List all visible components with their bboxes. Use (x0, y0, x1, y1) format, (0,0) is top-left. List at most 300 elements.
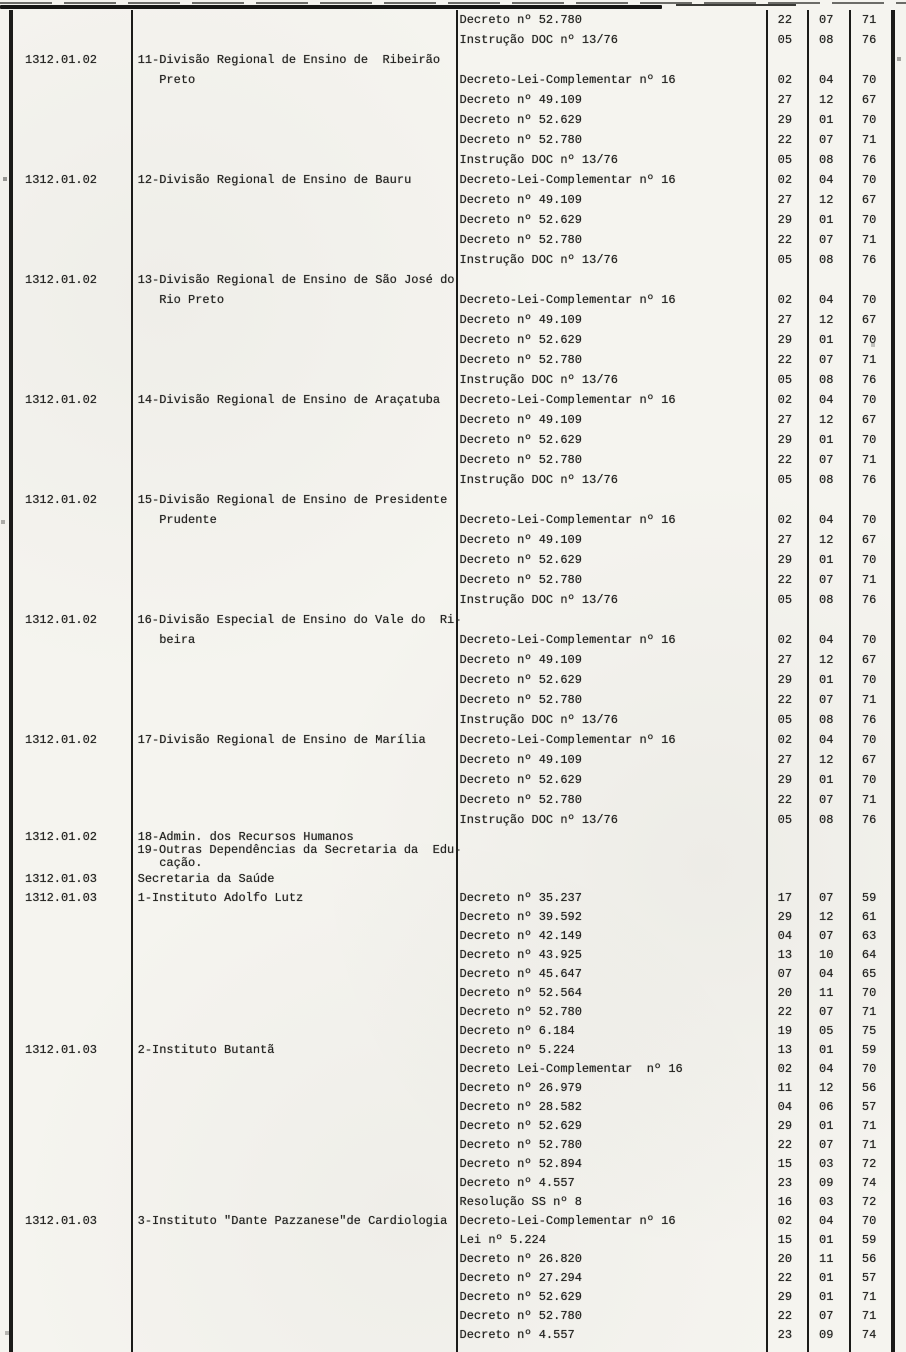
table-row (13, 370, 891, 390)
table-row (13, 670, 891, 690)
document-cell: Decreto Lei-Complementar nº 16 (459, 1061, 683, 1076)
table-row (13, 1230, 891, 1249)
document-cell: Instrução DOC nº 13/76 (459, 33, 618, 47)
document-cell: Decreto nº 4.557 (459, 1327, 575, 1342)
document-cell: Decreto nº 49.109 (459, 313, 582, 327)
month-cell: 12 (819, 93, 834, 107)
description-cell: Rio Preto (137, 293, 225, 307)
table-row (13, 710, 891, 730)
year-cell: 71 (861, 573, 877, 587)
year-cell: 70 (861, 173, 877, 187)
top-rule-segment (676, 4, 796, 6)
year-cell: 70 (861, 673, 877, 687)
table-row (13, 270, 891, 290)
year-cell: 76 (861, 713, 877, 727)
day-cell: 27 (777, 753, 793, 767)
table-row (13, 70, 891, 90)
day-cell: 19 (777, 1023, 793, 1038)
document-cell: Decreto-Lei-Complementar nº 16 (459, 633, 676, 647)
month-cell: 01 (819, 673, 834, 687)
table-row (13, 210, 891, 230)
day-cell: 05 (777, 253, 793, 267)
document-cell: Decreto nº 52.780 (459, 793, 582, 807)
document-cell: Decreto nº 52.629 (459, 553, 582, 567)
document-cell: Decreto nº 49.109 (459, 413, 582, 427)
table-row (13, 330, 891, 350)
year-cell: 71 (861, 1137, 877, 1152)
document-cell: Decreto nº 52.780 (459, 573, 582, 587)
year-cell: 71 (861, 1289, 877, 1304)
month-cell: 07 (819, 233, 834, 247)
day-cell: 02 (777, 1213, 793, 1228)
month-cell: 01 (819, 113, 834, 127)
day-cell: 29 (777, 773, 793, 787)
description-cell: Prudente (137, 513, 217, 527)
month-cell: 12 (819, 1080, 834, 1095)
month-cell: 04 (819, 733, 834, 747)
table-row (13, 983, 891, 1002)
description-cell: 18-Admin. dos Recursos Humanos (137, 829, 354, 844)
description-cell: Preto (137, 73, 196, 87)
document-cell: Instrução DOC nº 13/76 (459, 713, 618, 727)
document-cell: Decreto nº 52.780 (459, 693, 582, 707)
table-row (13, 550, 891, 570)
year-cell: 59 (861, 1232, 877, 1247)
month-cell: 03 (819, 1156, 834, 1171)
table-row (13, 926, 891, 945)
year-cell: 64 (861, 947, 877, 962)
year-cell: 71 (861, 1308, 877, 1323)
month-cell: 03 (819, 1194, 834, 1209)
month-cell: 12 (819, 313, 834, 327)
table-row (13, 30, 891, 50)
table-row (13, 610, 891, 630)
description-cell: 15-Divisão Regional de Ensino de Presidente (137, 493, 448, 507)
month-cell: 10 (819, 947, 834, 962)
month-cell: 08 (819, 253, 834, 267)
month-cell: 04 (819, 513, 834, 527)
month-cell: 07 (819, 1004, 834, 1019)
document-cell: Decreto nº 39.592 (459, 909, 582, 924)
document-cell: Decreto nº 26.979 (459, 1080, 582, 1095)
year-cell: 72 (861, 1156, 877, 1171)
day-cell: 15 (777, 1232, 793, 1247)
table-row (13, 250, 891, 270)
table-row (13, 1192, 891, 1211)
month-cell: 06 (819, 1099, 834, 1114)
day-cell: 22 (777, 233, 793, 247)
document-cell: Decreto nº 43.925 (459, 947, 582, 962)
day-cell: 22 (777, 1308, 793, 1323)
year-cell: 61 (861, 909, 877, 924)
document-cell: Decreto nº 52.629 (459, 673, 582, 687)
year-cell: 70 (861, 773, 877, 787)
document-cell: Instrução DOC nº 13/76 (459, 373, 618, 387)
document-cell: Decreto nº 52.780 (459, 1308, 582, 1323)
code-cell: 1312.01.03 (25, 890, 98, 905)
table-row (13, 1306, 891, 1325)
year-cell: 76 (861, 153, 877, 167)
year-cell: 71 (861, 133, 877, 147)
table-row (13, 430, 891, 450)
description-cell: beira (137, 633, 196, 647)
year-cell: 67 (861, 533, 877, 547)
month-cell: 01 (819, 433, 834, 447)
scan-specks (0, 0, 2, 2)
day-cell: 29 (777, 333, 793, 347)
year-cell: 70 (861, 73, 877, 87)
day-cell: 22 (777, 1004, 793, 1019)
table-body (13, 10, 891, 1344)
month-cell: 08 (819, 473, 834, 487)
month-cell: 07 (819, 453, 834, 467)
table-row (13, 843, 891, 856)
document-cell: Decreto-Lei-Complementar nº 16 (459, 293, 676, 307)
year-cell: 76 (861, 813, 877, 827)
year-cell: 70 (861, 985, 877, 1000)
month-cell: 08 (819, 713, 834, 727)
table-row (13, 810, 891, 830)
document-cell: Decreto-Lei-Complementar nº 16 (459, 73, 676, 87)
table-row (13, 750, 891, 770)
document-cell: Decreto nº 28.582 (459, 1099, 582, 1114)
year-cell: 76 (861, 593, 877, 607)
month-cell: 11 (819, 985, 834, 1000)
day-cell: 27 (777, 193, 793, 207)
month-cell: 04 (819, 73, 834, 87)
day-cell: 29 (777, 1289, 793, 1304)
document-cell: Decreto nº 52.629 (459, 1289, 582, 1304)
document-cell: Decreto nº 52.564 (459, 985, 582, 1000)
day-cell: 07 (777, 966, 793, 981)
day-cell: 20 (777, 1251, 793, 1266)
day-cell: 05 (777, 813, 793, 827)
year-cell: 76 (861, 33, 877, 47)
year-cell: 56 (861, 1251, 877, 1266)
document-cell: Decreto nº 45.647 (459, 966, 582, 981)
day-cell: 29 (777, 113, 793, 127)
description-cell: cação. (137, 855, 203, 870)
year-cell: 65 (861, 966, 877, 981)
month-cell: 04 (819, 966, 834, 981)
year-cell: 71 (861, 353, 877, 367)
year-cell: 67 (861, 653, 877, 667)
day-cell: 22 (777, 353, 793, 367)
year-cell: 70 (861, 553, 877, 567)
month-cell: 12 (819, 653, 834, 667)
month-cell: 04 (819, 293, 834, 307)
table-row (13, 1211, 891, 1230)
month-cell: 01 (819, 773, 834, 787)
document-cell: Decreto nº 52.780 (459, 453, 582, 467)
month-cell: 01 (819, 1042, 834, 1057)
day-cell: 05 (777, 713, 793, 727)
table-row (13, 10, 891, 30)
table-row (13, 770, 891, 790)
table-row (13, 490, 891, 510)
month-cell: 07 (819, 573, 834, 587)
document-cell: Decreto nº 49.109 (459, 653, 582, 667)
year-cell: 70 (861, 393, 877, 407)
table-row (13, 90, 891, 110)
table-row (13, 510, 891, 530)
year-cell: 57 (861, 1099, 877, 1114)
table-row (13, 450, 891, 470)
table-row (13, 190, 891, 210)
table-row (13, 350, 891, 370)
day-cell: 02 (777, 733, 793, 747)
table-row (13, 650, 891, 670)
month-cell: 08 (819, 813, 834, 827)
day-cell: 29 (777, 213, 793, 227)
year-cell: 70 (861, 433, 877, 447)
table-row (13, 790, 891, 810)
month-cell: 11 (819, 1251, 834, 1266)
day-cell: 02 (777, 293, 793, 307)
document-cell: Decreto nº 52.629 (459, 113, 582, 127)
table-row (13, 1097, 891, 1116)
day-cell: 27 (777, 313, 793, 327)
month-cell: 07 (819, 693, 834, 707)
document-cell: Decreto nº 52.629 (459, 1118, 582, 1133)
month-cell: 01 (819, 1270, 834, 1285)
document-cell: Instrução DOC nº 13/76 (459, 473, 618, 487)
day-cell: 23 (777, 1327, 793, 1342)
day-cell: 02 (777, 1061, 793, 1076)
day-cell: 22 (777, 1137, 793, 1152)
table-row (13, 410, 891, 430)
month-cell: 07 (819, 1308, 834, 1323)
table-row (13, 869, 891, 888)
code-cell: 1312.01.02 (25, 829, 98, 844)
table-row (13, 1154, 891, 1173)
table-row (13, 390, 891, 410)
month-cell: 01 (819, 553, 834, 567)
table-row (13, 1002, 891, 1021)
description-cell: 13-Divisão Regional de Ensino de São José do (137, 273, 455, 287)
day-cell: 22 (777, 793, 793, 807)
year-cell: 71 (861, 1004, 877, 1019)
table-row (13, 888, 891, 907)
code-cell: 1312.01.02 (25, 53, 98, 67)
day-cell: 27 (777, 93, 793, 107)
month-cell: 09 (819, 1327, 834, 1342)
code-cell: 1312.01.02 (25, 613, 98, 627)
year-cell: 74 (861, 1327, 877, 1342)
month-cell: 07 (819, 133, 834, 147)
table-row (13, 830, 891, 843)
description-cell: 2-Instituto Butantã (137, 1042, 275, 1057)
year-cell: 70 (861, 1213, 877, 1228)
document-cell: Decreto nº 26.820 (459, 1251, 582, 1266)
table-row (13, 130, 891, 150)
document-cell: Resolução SS nº 8 (459, 1194, 582, 1209)
document-cell: Decreto-Lei-Complementar nº 16 (459, 173, 676, 187)
document-cell: Decreto-Lei-Complementar nº 16 (459, 513, 676, 527)
table-row (13, 590, 891, 610)
day-cell: 16 (777, 1194, 793, 1209)
day-cell: 29 (777, 673, 793, 687)
day-cell: 05 (777, 153, 793, 167)
table-row (13, 1021, 891, 1040)
day-cell: 29 (777, 909, 793, 924)
month-cell: 07 (819, 928, 834, 943)
table-row (13, 690, 891, 710)
code-cell: 1312.01.03 (25, 1042, 98, 1057)
month-cell: 12 (819, 753, 834, 767)
year-cell: 67 (861, 753, 877, 767)
day-cell: 02 (777, 173, 793, 187)
code-cell: 1312.01.02 (25, 393, 98, 407)
month-cell: 12 (819, 413, 834, 427)
description-cell: 16-Divisão Especial de Ensino do Vale do Ri- (137, 613, 462, 627)
document-cell: Decreto nº 52.780 (459, 1137, 582, 1152)
day-cell: 13 (777, 1042, 793, 1057)
document-cell: Decreto nº 49.109 (459, 93, 582, 107)
document-cell: Decreto nº 52.780 (459, 353, 582, 367)
year-cell: 71 (861, 693, 877, 707)
code-cell: 1312.01.02 (25, 173, 98, 187)
year-cell: 63 (861, 928, 877, 943)
code-cell: 1312.01.03 (25, 871, 98, 886)
year-cell: 76 (861, 373, 877, 387)
table-row (13, 570, 891, 590)
year-cell: 59 (861, 1042, 877, 1057)
year-cell: 75 (861, 1023, 877, 1038)
year-cell: 67 (861, 193, 877, 207)
description-cell: 1-Instituto Adolfo Lutz (137, 890, 304, 905)
table-row (13, 290, 891, 310)
table-row (13, 1040, 891, 1059)
code-cell: 1312.01.02 (25, 733, 98, 747)
day-cell: 02 (777, 633, 793, 647)
table-row (13, 530, 891, 550)
document-cell: Decreto nº 5.224 (459, 1042, 575, 1057)
day-cell: 02 (777, 513, 793, 527)
document-cell: Decreto nº 52.780 (459, 1004, 582, 1019)
table-row (13, 907, 891, 926)
month-cell: 04 (819, 633, 834, 647)
day-cell: 22 (777, 693, 793, 707)
code-cell: 1312.01.02 (25, 493, 98, 507)
description-cell: 14-Divisão Regional de Ensino de Araçatuba (137, 393, 441, 407)
year-cell: 72 (861, 1194, 877, 1209)
month-cell: 04 (819, 393, 834, 407)
year-cell: 57 (861, 1270, 877, 1285)
year-cell: 71 (861, 13, 877, 27)
document-cell: Decreto nº 4.557 (459, 1175, 575, 1190)
day-cell: 22 (777, 13, 793, 27)
top-rule-thick (0, 5, 662, 9)
month-cell: 01 (819, 1232, 834, 1247)
year-cell: 67 (861, 413, 877, 427)
document-cell: Decreto nº 6.184 (459, 1023, 575, 1038)
document-cell: Decreto nº 49.109 (459, 193, 582, 207)
day-cell: 22 (777, 133, 793, 147)
document-cell: Decreto nº 52.780 (459, 133, 582, 147)
year-cell: 76 (861, 253, 877, 267)
document-cell: Decreto nº 49.109 (459, 753, 582, 767)
table-row (13, 1116, 891, 1135)
description-cell: 12-Divisão Regional de Ensino de Bauru (137, 173, 412, 187)
day-cell: 17 (777, 890, 793, 905)
day-cell: 02 (777, 393, 793, 407)
year-cell: 70 (861, 633, 877, 647)
year-cell: 74 (861, 1175, 877, 1190)
table-row (13, 110, 891, 130)
table-row (13, 1059, 891, 1078)
day-cell: 27 (777, 413, 793, 427)
table-row (13, 856, 891, 869)
table-row (13, 1078, 891, 1097)
year-cell: 71 (861, 453, 877, 467)
month-cell: 07 (819, 890, 834, 905)
month-cell: 04 (819, 1213, 834, 1228)
month-cell: 01 (819, 333, 834, 347)
document-cell: Decreto nº 42.149 (459, 928, 582, 943)
year-cell: 67 (861, 93, 877, 107)
table-row (13, 730, 891, 750)
month-cell: 08 (819, 593, 834, 607)
day-cell: 05 (777, 33, 793, 47)
day-cell: 22 (777, 1270, 793, 1285)
day-cell: 22 (777, 573, 793, 587)
month-cell: 01 (819, 1118, 834, 1133)
document-cell: Decreto nº 52.629 (459, 433, 582, 447)
month-cell: 05 (819, 1023, 834, 1038)
document-cell: Decreto nº 52.780 (459, 13, 582, 27)
description-cell: 19-Outras Dependências da Secretaria da Edu- (137, 842, 462, 857)
code-cell: 1312.01.03 (25, 1213, 98, 1228)
document-cell: Decreto nº 27.294 (459, 1270, 582, 1285)
month-cell: 08 (819, 153, 834, 167)
document-cell: Decreto-Lei-Complementar nº 16 (459, 733, 676, 747)
document-cell: Decreto nº 52.629 (459, 773, 582, 787)
description-cell: 3-Instituto "Dante Pazzanese"de Cardiologia (137, 1213, 448, 1228)
table-row (13, 945, 891, 964)
month-cell: 12 (819, 533, 834, 547)
year-cell: 70 (861, 1061, 877, 1076)
table-row (13, 230, 891, 250)
day-cell: 29 (777, 433, 793, 447)
month-cell: 07 (819, 13, 834, 27)
month-cell: 08 (819, 373, 834, 387)
document-cell: Decreto nº 49.109 (459, 533, 582, 547)
table-row (13, 150, 891, 170)
document-cell: Decreto-Lei-Complementar nº 16 (459, 1213, 676, 1228)
month-cell: 04 (819, 173, 834, 187)
table-row (13, 1249, 891, 1268)
document-cell: Decreto nº 52.629 (459, 213, 582, 227)
year-cell: 70 (861, 293, 877, 307)
year-cell: 70 (861, 513, 877, 527)
year-cell: 70 (861, 113, 877, 127)
code-cell: 1312.01.02 (25, 273, 98, 287)
month-cell: 01 (819, 213, 834, 227)
year-cell: 76 (861, 473, 877, 487)
year-cell: 71 (861, 1118, 877, 1133)
year-cell: 70 (861, 333, 877, 347)
year-cell: 70 (861, 733, 877, 747)
year-cell: 56 (861, 1080, 877, 1095)
document-cell: Instrução DOC nº 13/76 (459, 813, 618, 827)
day-cell: 20 (777, 985, 793, 1000)
month-cell: 12 (819, 193, 834, 207)
day-cell: 04 (777, 1099, 793, 1114)
document-cell: Decreto nº 35.237 (459, 890, 582, 905)
description-cell: 11-Divisão Regional de Ensino de Ribeirão (137, 53, 441, 67)
month-cell: 01 (819, 1289, 834, 1304)
